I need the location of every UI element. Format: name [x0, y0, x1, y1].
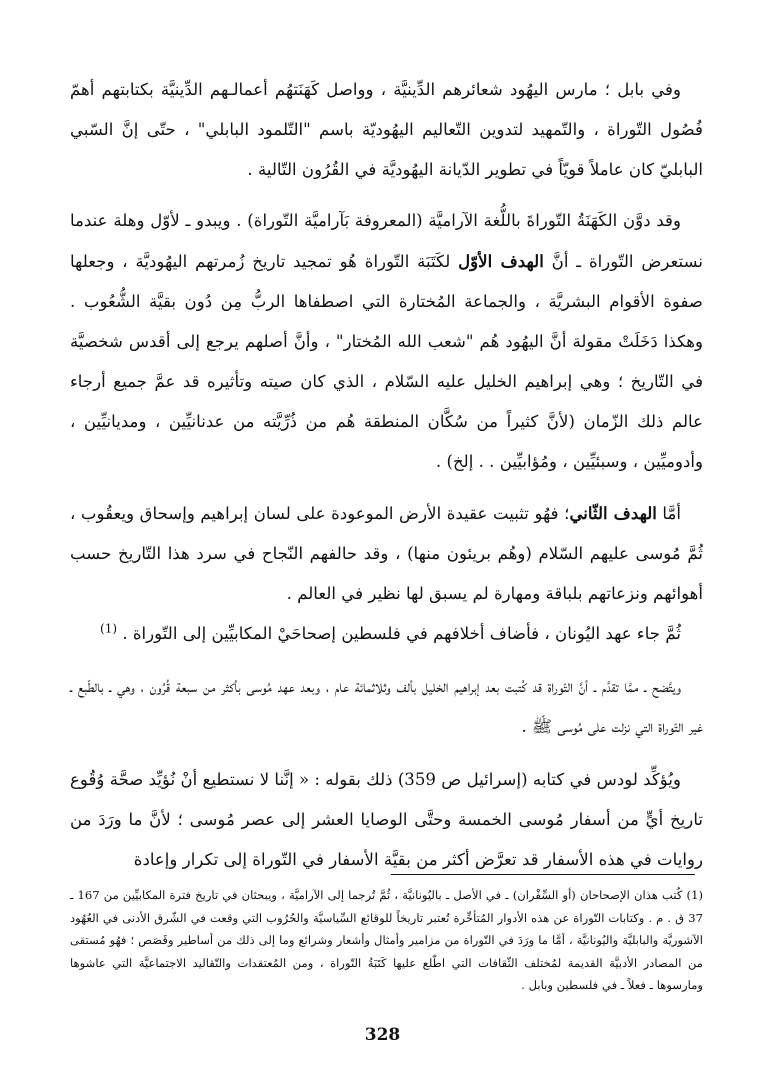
first-goal-text-post: لكَتَبَة التّوراة هُو تمجيد تاريخ زُمرتهم اليهُوديَّة ، وجعلها صفوة الأقوام البشريَّة ، والجماعة المُختارة التي اصطفاها الربُّ مِن دُون بقيَّة الشُّعُوب . وهكذا دَخَلَتْ مقولة أنَّ اليهُود هُم "شعب الله المُختار" ، وأنَّ أصلهم يرجع إلى أقدس شخصيَّة في التّاريخ ؛ وهي إبراهيم الخليل عليه السّلام ، الذي كان صيته وتأثيره قد عمَّ جميع أرجاء عالم ذلك الزّمان (لأنَّ كثيراً من سُكَّان المنطقة هُم من ذُرِّيَّته من عدنانيِّين ، ومديانيِّين ، وأدوميِّين ، وسبئيِّين ، ومُؤابيِّين . . إلخ) . [70, 252, 703, 471]
first-goal-text-pre: وقد دوَّن الكَهَنَةُ التّوراةَ باللُّغة الآراميَّة (المعروفة بَآراميَّة التّوراة) . ويبدو ـ لأوّل وهلة عندما نستعرض التّوراة ـ أنَّ [70, 211, 703, 271]
paragraph-first-goal [70, 201, 703, 482]
first-goal-heading: الهدف الأوّل [458, 251, 544, 271]
second-goal-text-pre: أمَّا [656, 504, 681, 523]
paragraph-babylon: وفي بابل ؛ مارس اليهُود شعائرهم الدِّينيَّة ، وواصل كَهَنَتهُم أعمالـهم الدِّينيَّة بكتابتهم أهمّ فُصُول التّوراة ، والتّمهيد لتدوين التّعاليم اليهُوديّة باسم "التّلمود البابلي" ، حتّى إنَّ السّبي البابليّ كان عاملاً قويّاً في تطوير الدّيانة اليهُوديَّة في القُرُون التّالية . [70, 80, 703, 179]
paragraph-greek-era [70, 614, 703, 654]
page-number: 328 [364, 1025, 401, 1045]
page-body [70, 70, 703, 880]
second-goal-text-post: ؛ فهُو تثبيت عقيدة الأرض الموعودة على لسان إبراهيم وإسحاق ويعقُوب ، ثُمَّ مُوسى عليهم السّلام (وهُم بريئون منها) ، وقد حالفهم النّجاح في سرد هذا التّاريخ حسب أهوائهم ونزعاتهم بلباقة ومهارة لم يسبق لها نظير في العالم . [70, 504, 703, 603]
paragraph-dating: ويتَّضح ـ ممَّا تقدَّم ـ أنَّ التّوراة قد كُتبت بعد إبراهيم الخليل بألف وثلاثمائة عام ، وبعد عهد مُوسى بأكثر من سبعة قُرُون ، وهي ـ بالطّبع ـ غير التّوراة التي نزلت على مُوسى ﷺ . [70, 677, 703, 736]
footnote: (1) كُتب هذان الإصحاحان (أو السِّفْران) ـ في الأصل ـ باليُونانيَّة ، ثُمَّ تُرجما إلى الآراميَّة ، ويبحثان في تاريخ فترة المكابيِّين من 167 ـ 37 ق . م . وكتابات التّوراة عن هذه الأدوار المُتأخِّرة تُعتبر تاريخاً للوقائع السِّياسيَّة والحُرُوب التي وقعت في الشّرق الأدنى في العُهُود الآشوريَّة والبابليَّة واليُونانيَّة ، أمَّا ما ورَدَ في التّوراة من مزامير وأمثال وأشعار وشرائع وما إلى ذلك من أساطير وقَصَص ؛ فهُو مُستقى من المصادر الأدبيَّة القديمة لمُختلف الثّقافات التي اطّلع عليها كَتَبَةُ التّوراة ، ومن المُعتقدات والتّقاليد الاجتماعيَّة التي عاشوها ومارسوها ـ فعلاً ـ في فلسطين وبابل . [70, 888, 703, 992]
greek-era-text: ثُمَّ جاء عهد اليُونان ، فأضاف أخلافهم في فلسطين إصحاحَيْ المكابيِّين إلى التّوراة . [122, 624, 681, 643]
paragraph-second-goal [70, 493, 703, 614]
paragraph-lods-quote: ويُؤكِّد لودس في كتابه (إسرائيل ص 359) ذلك بقوله : « إنَّنا لا نستطيع أنْ نُؤيِّد صحَّة وُقُوع تاريخ أيٍّ من أسفار مُوسى الخمسة وحتَّى الوصايا العشر إلى عصر مُوسى ؛ لأنَّ ما ورَدَ من روايات في هذه الأسفار قد تعرَّض أكثر من بقيَّة الأسفار في التّوراة إلى تكرار وإعادة [70, 770, 703, 869]
footnote-divider [391, 874, 695, 875]
footnote-marker: (1) [100, 621, 118, 636]
second-goal-heading: الهدف الثّاني [569, 503, 657, 523]
